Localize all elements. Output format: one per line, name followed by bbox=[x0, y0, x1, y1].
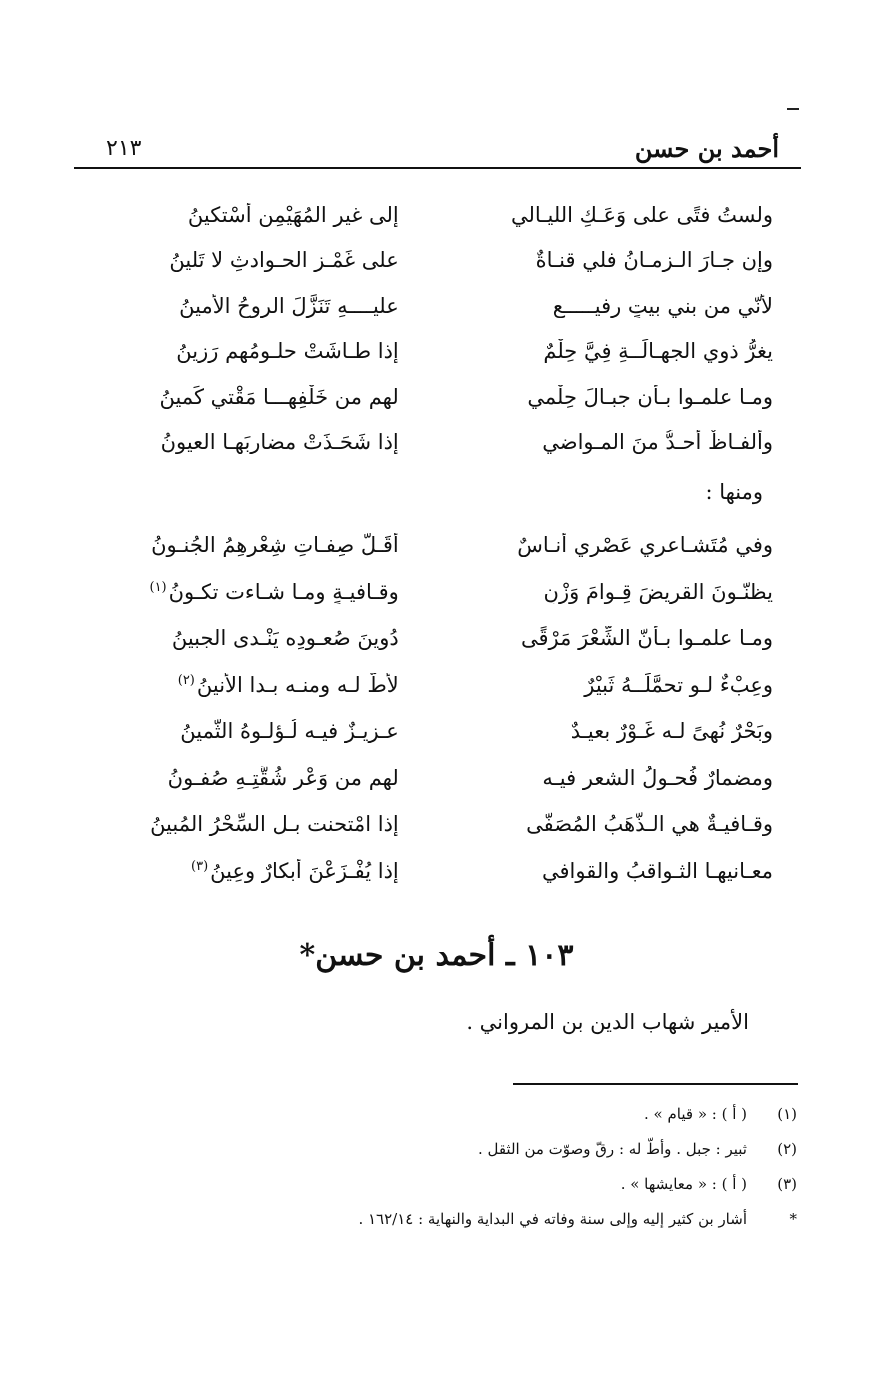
footnote bbox=[80, 1166, 797, 1201]
second-hemistich: على غَمْـزِ الحـوادثِ لا تَلينُ bbox=[169, 248, 399, 273]
verse bbox=[80, 662, 773, 709]
verse bbox=[80, 522, 773, 569]
verse bbox=[80, 755, 773, 802]
footnote-text: ثبير : جبل . وأطّ له : رقّ وصوّت من الثقل . bbox=[477, 1139, 747, 1158]
second-hemistich: دُوينَ صُعـودِه يَنْـدى الجبينُ bbox=[171, 626, 399, 651]
first-hemistich: معـانيهـا الثـواقبُ والقوافي bbox=[542, 858, 773, 883]
second-hemistich: لهم من خَلْفِهـــا مَقْتي كَمينُ bbox=[159, 384, 399, 409]
entry-heading: ١٠٣ ـ أحمد بن حسن* bbox=[299, 938, 574, 973]
footnote-number: (١) bbox=[777, 1104, 797, 1123]
footnote-text: ( أ ) : « قيام » . bbox=[644, 1104, 747, 1123]
second-hemistich: عـزيـزٌ فيـه لُـؤلـوهُ الثَّمينُ bbox=[180, 719, 399, 744]
first-hemistich: وبَحْرٌ نُهىً لـه غَـوْرٌ بعيـدٌ bbox=[570, 719, 773, 744]
verse bbox=[80, 420, 773, 466]
footnote bbox=[80, 1131, 797, 1166]
poem-section-1 bbox=[80, 192, 773, 465]
first-hemistich: يظنّـونَ القريضَ قِـوامَ وَزْنٍ bbox=[543, 579, 773, 604]
first-hemistich: ومضمارٌ فُحـولُ الشعر فيـه bbox=[542, 765, 773, 790]
footnote-number: (٢) bbox=[777, 1139, 797, 1158]
entry-description: الأمير شهاب الدين بن المرواني . bbox=[466, 1010, 749, 1034]
second-hemistich: أَقَـلُّ صِفـاتِ شِعْرِهِمُ الجُنـونُ bbox=[151, 533, 399, 558]
verse bbox=[80, 329, 773, 375]
second-hemistich: لأطَّ لـه ومنـه بـدا الأنينُ$^{(٢)}$ bbox=[177, 672, 399, 697]
poem-section-2 bbox=[80, 522, 773, 894]
first-hemistich: يغرُّ ذوي الجهـالَــةِ فِيَّ حِلْمٌ bbox=[543, 339, 773, 364]
first-hemistich: وفي مُتَشـاعري عَصْري أُنـاسٌ bbox=[517, 533, 773, 558]
footnote-number: * bbox=[789, 1209, 797, 1228]
second-hemistich: إلى غير المُهَيْمِنِ أَسْتكينُ bbox=[187, 202, 399, 227]
first-hemistich: وألفـاظٌ أحـدُّ منَ المـواضي bbox=[542, 430, 773, 455]
running-head bbox=[76, 130, 779, 166]
second-hemistich: إذا شَحَـذَتْ مضارِبَهـا العيونُ bbox=[160, 430, 399, 455]
second-hemistich: لهم من وَعْرِ شُقَّتِـهِ صُفـونُ bbox=[167, 765, 399, 790]
footnote-marker: (٣) bbox=[191, 858, 209, 874]
verse bbox=[80, 192, 773, 238]
header-rule bbox=[74, 167, 801, 169]
second-hemistich: وقـافيـةٍ ومـا شـاءت تكـونُ$^{(١)}$ bbox=[149, 579, 399, 604]
first-hemistich: وعِبْءٌ لـو تحمَّلَــهُ ثَبيْرٌ bbox=[584, 672, 773, 697]
page-number: ٢١٣ bbox=[106, 135, 142, 161]
verse bbox=[80, 801, 773, 848]
footnote bbox=[80, 1096, 797, 1131]
second-hemistich: عليــــهِ تَنَزَّلَ الروحُ الأمينُ bbox=[179, 293, 399, 318]
verse bbox=[80, 708, 773, 755]
footnote bbox=[80, 1201, 797, 1236]
footnote-text: أشار بن كثير إليه وإلى سنة وفاته في البداية والنهاية : ١٦٢/١٤ . bbox=[358, 1209, 747, 1228]
verse bbox=[80, 374, 773, 420]
footnote-number: (٣) bbox=[777, 1174, 797, 1193]
verse bbox=[80, 569, 773, 616]
verse bbox=[80, 615, 773, 662]
first-hemistich: وإن جـارَ الـزمـانُ فلي قنـاةٌ bbox=[535, 248, 773, 273]
second-hemistich: إذا يُفْـزَعْنَ أبكارٌ وعِينُ$^{(٣)}$ bbox=[191, 858, 399, 883]
verse bbox=[80, 848, 773, 895]
first-hemistich: وقـافيـةٌ هي الـذَّهَبُ المُصَفّى bbox=[526, 812, 773, 837]
first-hemistich: لأنّي من بني بيتٍ رفيـــــعٍ bbox=[552, 293, 773, 318]
footnote-marker: (٢) bbox=[177, 672, 195, 688]
first-hemistich: ومـا علمـوا بـأنّ الشِّعْرَ مَرْقًى bbox=[521, 626, 773, 651]
second-hemistich: إذا طـاشَتْ حلـومُهم رَزينُ bbox=[176, 339, 399, 364]
footnote-rule bbox=[513, 1083, 798, 1085]
section-intro: ومنها : bbox=[705, 480, 763, 504]
verse bbox=[80, 283, 773, 329]
running-title: أحمد بن حسن bbox=[634, 133, 779, 163]
verse bbox=[80, 238, 773, 284]
footnote-marker: (١) bbox=[149, 579, 167, 595]
footnotes bbox=[80, 1096, 797, 1236]
footnote-text: ( أ ) : « معايشها » . bbox=[620, 1174, 747, 1193]
second-hemistich: إذا امْتحنت بـلِ السِّحْرُ المُبينُ bbox=[150, 812, 399, 837]
first-hemistich: ومـا علمـوا بـأن جبـالَ حِلْمي bbox=[527, 384, 773, 409]
corner-mark bbox=[787, 108, 799, 110]
first-hemistich: ولستُ فتًى على وَعَـكِ الليـالي bbox=[511, 202, 773, 227]
